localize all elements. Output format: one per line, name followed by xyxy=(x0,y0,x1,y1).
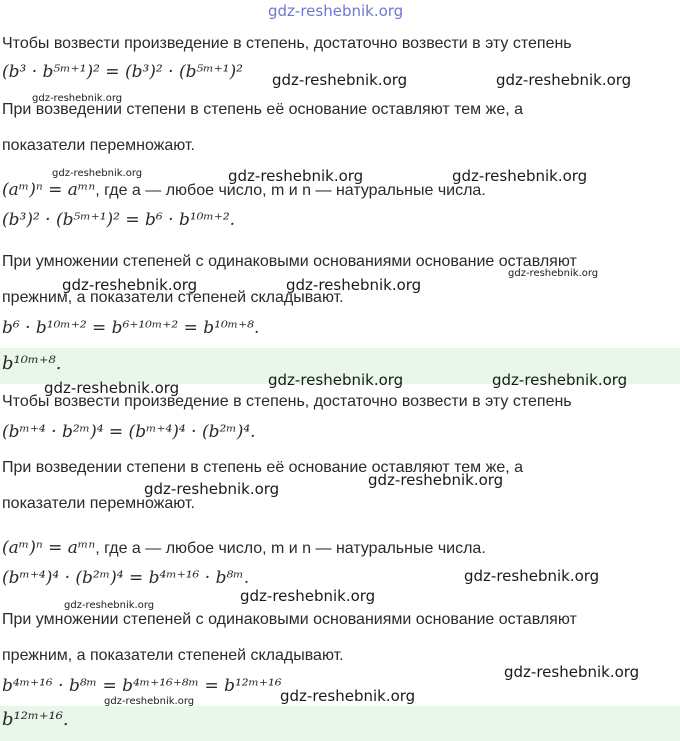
watermark: gdz-reshebnik.org xyxy=(64,600,155,611)
watermark: gdz-reshebnik.org xyxy=(492,371,628,389)
watermark: gdz-reshebnik.org xyxy=(504,663,640,681)
formula-3-1: b⁶ · b¹⁰ᵐ⁺² = b⁶⁺¹⁰ᵐ⁺² = b¹⁰ᵐ⁺⁸. xyxy=(2,318,260,338)
power-rule-2 xyxy=(2,538,486,559)
rule-text-2b: показатели перемножают. xyxy=(2,495,195,512)
formula-2-2: (bᵐ⁺⁴)⁴ · (b²ᵐ)⁴ = b⁴ᵐ⁺¹⁶ · b⁸ᵐ. xyxy=(2,568,250,588)
watermark: gdz-reshebnik.org xyxy=(104,696,195,707)
watermark: gdz-reshebnik.org xyxy=(508,268,599,279)
watermark: gdz-reshebnik.org xyxy=(496,71,632,89)
mult-text-2b: прежним, а показатели степеней складывают. xyxy=(2,647,344,664)
watermark: gdz-reshebnik.org xyxy=(452,167,588,185)
power-rule-math-1: (aᵐ)ⁿ = aᵐⁿ xyxy=(2,180,96,200)
rule-text-2a: При возведении степени в степень её основание оставляют тем же, а xyxy=(2,459,524,476)
watermark: gdz-reshebnik.org xyxy=(464,567,600,585)
watermark: gdz-reshebnik.org xyxy=(228,167,364,185)
answer-band-2 xyxy=(0,706,680,741)
mult-text-2a: При умножении степеней с одинаковыми основаниями основание оставляют xyxy=(2,611,577,628)
watermark: gdz-reshebnik.org xyxy=(32,93,123,104)
intro-text-1: Чтобы возвести произведение в степень, достаточно возвести в эту степень xyxy=(2,35,572,52)
mult-text-1b: прежним, а показатели степеней складывают. xyxy=(2,289,344,306)
watermark: gdz-reshebnik.org xyxy=(44,379,180,397)
watermark: gdz-reshebnik.org xyxy=(280,687,416,705)
watermark: gdz-reshebnik.org xyxy=(62,276,198,294)
formula-2-1: (b³)² · (b⁵ᵐ⁺¹)² = b⁶ · b¹⁰ᵐ⁺². xyxy=(2,210,236,230)
rule-text-1a: При возведении степени в степень её основание оставляют тем же, а xyxy=(2,101,524,118)
answer-2: b¹²ᵐ⁺¹⁶. xyxy=(2,709,69,730)
watermark: gdz-reshebnik.org xyxy=(286,276,422,294)
watermark: gdz-reshebnik.org xyxy=(268,2,404,20)
rule-text-1b: показатели перемножают. xyxy=(2,137,195,154)
formula-1-1: (b³ · b⁵ᵐ⁺¹)² = (b³)² · (b⁵ᵐ⁺¹)² xyxy=(2,62,243,82)
formula-1-2: (bᵐ⁺⁴ · b²ᵐ)⁴ = (bᵐ⁺⁴)⁴ · (b²ᵐ)⁴. xyxy=(2,422,256,442)
watermark: gdz-reshebnik.org xyxy=(240,587,376,605)
power-rule-text-1: , где a — любое число, m и n — натуральные числа. xyxy=(95,182,486,199)
watermark: gdz-reshebnik.org xyxy=(268,371,404,389)
answer-1: b¹⁰ᵐ⁺⁸. xyxy=(2,353,62,374)
intro-text-2: Чтобы возвести произведение в степень, достаточно возвести в эту степень xyxy=(2,393,572,410)
formula-3-2: b⁴ᵐ⁺¹⁶ · b⁸ᵐ = b⁴ᵐ⁺¹⁶⁺⁸ᵐ = b¹²ᵐ⁺¹⁶ xyxy=(2,676,282,696)
power-rule-text-2: , где a — любое число, m и n — натуральные числа. xyxy=(95,540,486,557)
watermark: gdz-reshebnik.org xyxy=(144,480,280,498)
watermark: gdz-reshebnik.org xyxy=(368,471,504,489)
mult-text-1a: При умножении степеней с одинаковыми основаниями основание оставляют xyxy=(2,253,577,270)
power-rule-math-2: (aᵐ)ⁿ = aᵐⁿ xyxy=(2,538,96,558)
watermark: gdz-reshebnik.org xyxy=(52,168,143,179)
watermark: gdz-reshebnik.org xyxy=(272,71,408,89)
